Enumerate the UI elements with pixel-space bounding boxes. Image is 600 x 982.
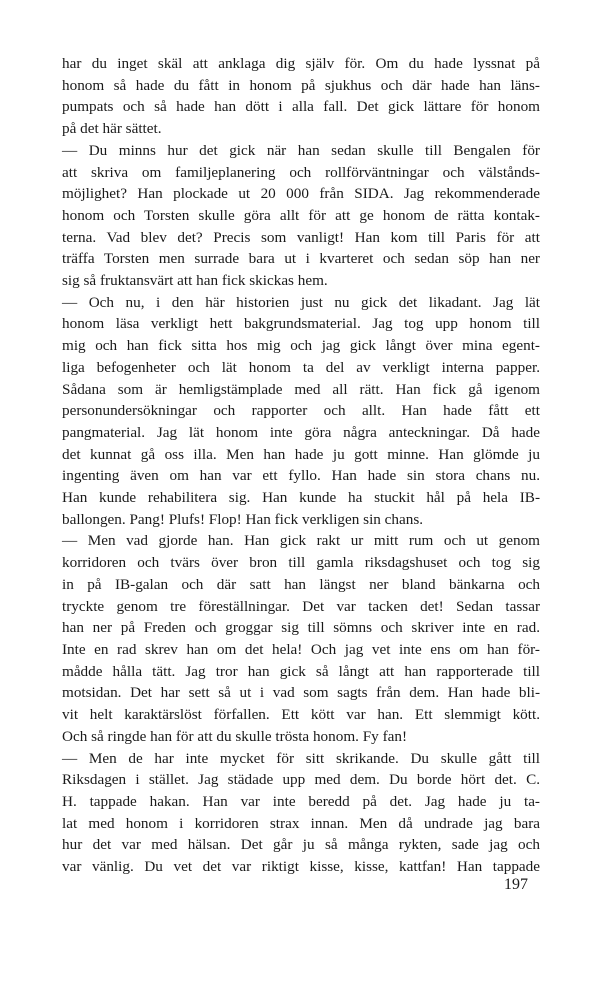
text-line: tryckte genom tre föreställningar. Det var tacken det! Sedan tassar bbox=[62, 597, 540, 615]
text-line: har du inget skäl att anklaga dig själv för. Om du hade lyssnat på bbox=[62, 55, 540, 72]
text-line: — Men de har inte mycket för sitt skrikande. Du skulle gått till bbox=[62, 749, 540, 767]
text-line: hur det var med hälsan. Det går ju så många rykten, sade jag och bbox=[62, 836, 540, 854]
paragraph bbox=[62, 53, 540, 140]
text-line: motsidan. Det har sett så ut i vad som sagts från dem. Han hade bli- bbox=[62, 684, 540, 702]
text-line: lat med honom i korridoren strax innan. Men då undrade jag bara bbox=[62, 814, 540, 832]
text-line: — Och nu, i den här historien just nu gick det likadant. Jag lät bbox=[62, 293, 540, 311]
text-line: ballongen. Pang! Plufs! Flop! Han fick verkligen sin chans. bbox=[62, 510, 424, 528]
text-line: Han kunde rehabilitera sig. Han kunde ha stuckit hål på hela IB- bbox=[62, 489, 540, 507]
text-line: ingenting även om han var ett fyllo. Han hade sin stora chans nu. bbox=[62, 467, 540, 485]
text-line: pumpats och så hade han dött i alla fall. Det gick lättare för honom bbox=[62, 98, 540, 116]
text-line: det kunnat gå oss illa. Men han hade ju gott minne. Han glömde ju bbox=[62, 445, 540, 463]
text-line: vit helt karaktärslöst förfallen. Ett kött var han. Ett slemmigt kött. bbox=[62, 706, 540, 724]
page-number: 197 bbox=[504, 876, 528, 893]
text-line: personundersökningar och rapporter och allt. Han hade fått ett bbox=[62, 402, 540, 420]
text-line: han ner på Freden och groggar sig till sömns och skriver inte en rad. bbox=[62, 619, 540, 637]
paragraph bbox=[62, 530, 540, 747]
text-line: H. tappade hakan. Han var inte beredd på det. Jag hade ju ta- bbox=[62, 792, 540, 810]
text-line: in på IB-galan och där satt han längst ner bland bänkarna och bbox=[62, 575, 540, 593]
paragraph bbox=[62, 140, 540, 292]
text-line: på det här sättet. bbox=[62, 120, 162, 138]
text-line: — Du minns hur det gick när han sedan skulle till Bengalen för bbox=[62, 141, 540, 159]
text-line: Riksdagen i stället. Jag städade upp med dem. Du borde hört det. C. bbox=[62, 771, 540, 789]
text-line: honom läsa verkligt hett bakgrundsmaterial. Jag tog upp honom till bbox=[62, 315, 540, 333]
text-line: Och så ringde han för att du skulle trösta honom. Fy fan! bbox=[62, 727, 408, 745]
text-line: Inte en rad skrev han om det hela! Och jag vet inte ens om han för- bbox=[62, 640, 540, 658]
text-line: Sådana som är hemligstämplade med all rätt. Han fick gå igenom bbox=[62, 380, 540, 398]
text-line: honom så hade du fått in honom på sjukhus och där hade han läns- bbox=[62, 76, 540, 94]
text-line: mig och han fick sitta hos mig och jag gick långt över mina egent- bbox=[62, 337, 540, 355]
text-line: träffa Torsten men surrade bara ut i kvarteret och sedan söp han ner bbox=[62, 250, 540, 268]
text-line: möjlighet? Han plockade ut 20 000 från SIDA. Jag rekommenderade bbox=[62, 185, 540, 203]
text-line: honom och Torsten skulle göra allt för att ge honom de rätta kontak- bbox=[62, 206, 540, 224]
paragraph bbox=[62, 292, 540, 531]
text-line: liga befogenheter och lät honom ta del av verkligt interna papper. bbox=[62, 358, 540, 376]
text-line: terna. Vad blev det? Precis som vanligt! Han kom till Paris för att bbox=[62, 228, 540, 246]
paragraph bbox=[62, 748, 540, 878]
text-line: sig så fruktansvärt att han fick skickas hem. bbox=[62, 272, 328, 290]
text-line: — Men vad gjorde han. Han gick rakt ur mitt rum och ut genom bbox=[62, 532, 540, 550]
text-line: pangmaterial. Jag lät honom inte göra några anteckningar. Då hade bbox=[62, 423, 540, 441]
text-line: korridoren och tvärs över bron till gamla riksdagshuset och tog sig bbox=[62, 554, 540, 572]
text-line: att skriva om familjeplanering och rollförväntningar och välstånds- bbox=[62, 163, 540, 181]
text-line: mådde hålla tätt. Jag tror han gick så långt att han rapporterade till bbox=[62, 662, 540, 680]
page-body bbox=[62, 53, 540, 878]
text-line: var vänlig. Du vet det var riktigt kisse, kisse, kattfan! Han tappade bbox=[62, 858, 540, 876]
